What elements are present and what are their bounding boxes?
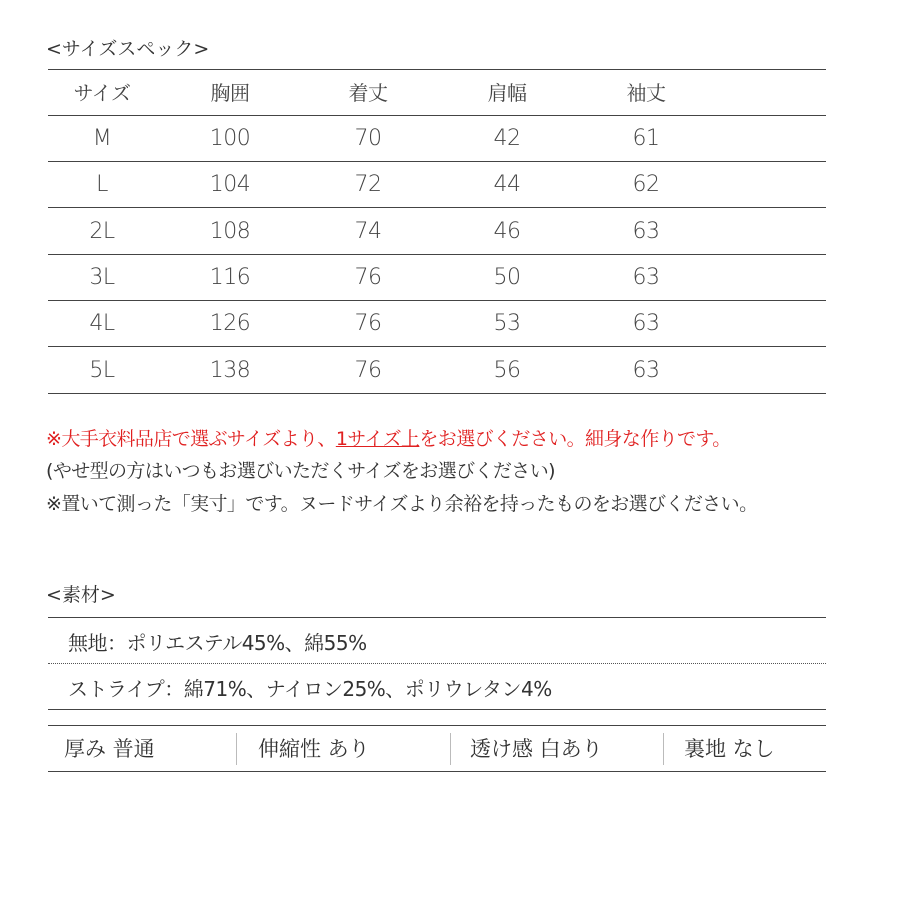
red-note-text: ※大手衣料品店で選ぶサイズより、 (46, 428, 336, 450)
cell-shoulder: 44 (493, 172, 521, 198)
table-header (48, 70, 826, 116)
table-row (48, 162, 826, 208)
cell-chest: 138 (209, 357, 251, 383)
cell-sleeve: 63 (632, 311, 660, 337)
property-lining: 裏地 なし (684, 737, 775, 761)
divider (48, 709, 826, 710)
cell-chest: 116 (209, 264, 251, 290)
cell-chest: 108 (209, 218, 251, 244)
cell-length: 72 (354, 172, 382, 198)
table-row (48, 348, 826, 394)
cell-chest: 100 (209, 126, 251, 151)
material-heading: <素材> (46, 584, 116, 606)
col-shoulder: 肩幅 (487, 81, 527, 105)
red-note (46, 424, 731, 451)
cell-size: L (96, 172, 108, 198)
table-row (48, 209, 826, 255)
property-stretch: 伸縮性 あり (258, 737, 370, 761)
cell-size: 5L (89, 357, 115, 383)
cell-length: 76 (354, 264, 382, 290)
cell-sleeve: 63 (632, 218, 660, 244)
cell-shoulder: 56 (493, 357, 521, 383)
divider-vertical (450, 733, 451, 765)
cell-length: 74 (354, 218, 382, 244)
table-row (48, 116, 826, 162)
cell-sleeve: 63 (632, 264, 660, 290)
note-measure: ※置いて測った「実寸」です。ヌードサイズより余裕を持ったものをお選びください。 (46, 493, 758, 515)
red-note-text: をお選びください。細身な作りです。 (419, 428, 731, 450)
divider-dotted (48, 663, 826, 664)
col-length: 着丈 (348, 81, 388, 105)
cell-size: 2L (89, 218, 115, 244)
cell-chest: 126 (209, 311, 251, 337)
col-size: サイズ (73, 81, 131, 105)
divider (48, 393, 826, 394)
red-note-underlined: 1サイズ上 (335, 428, 420, 450)
divider (48, 617, 826, 618)
cell-shoulder: 50 (493, 264, 521, 290)
cell-shoulder: 42 (493, 126, 521, 151)
divider (48, 725, 826, 726)
cell-shoulder: 53 (493, 311, 521, 337)
cell-size: 4L (89, 311, 115, 337)
divider-vertical (236, 733, 237, 765)
cell-chest: 104 (209, 172, 251, 198)
cell-sleeve: 63 (632, 357, 660, 383)
material-plain: 無地：ポリエステル45%、綿55% (68, 631, 367, 655)
table-row (48, 301, 826, 347)
col-sleeve: 袖丈 (626, 81, 666, 105)
cell-length: 76 (354, 357, 382, 383)
property-thickness: 厚み 普通 (64, 737, 155, 761)
divider-vertical (663, 733, 664, 765)
divider (48, 771, 826, 772)
cell-shoulder: 46 (493, 218, 521, 244)
size-spec-heading: <サイズスペック> (46, 38, 210, 60)
cell-sleeve: 62 (632, 172, 660, 198)
material-stripe: ストライプ：綿71%、ナイロン25%、ポリウレタン4% (68, 677, 552, 701)
cell-size: M (92, 126, 112, 151)
col-chest: 胸囲 (210, 81, 250, 105)
cell-length: 70 (354, 126, 382, 151)
note-slim: (やせ型の方はいつもお選びいただくサイズをお選びください) (46, 460, 555, 482)
cell-length: 76 (354, 311, 382, 337)
property-sheerness: 透け感 白あり (470, 737, 603, 761)
cell-size: 3L (89, 264, 115, 290)
table-row (48, 255, 826, 301)
cell-sleeve: 61 (632, 126, 660, 151)
